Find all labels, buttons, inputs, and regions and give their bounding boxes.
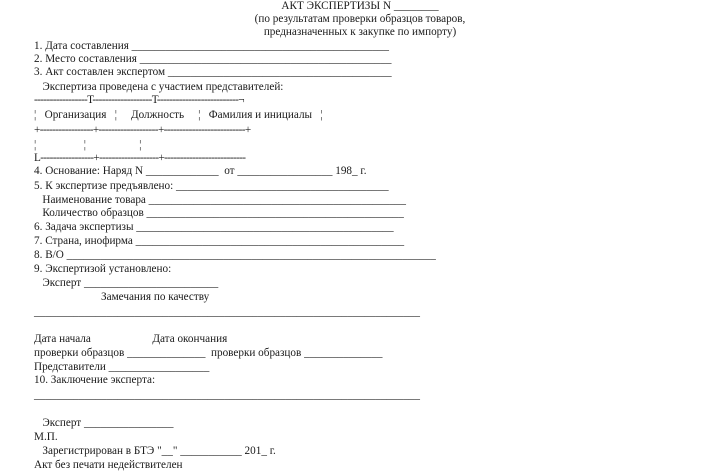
field-country: 7. Страна, инофирма ________________________________________________ — [34, 235, 405, 247]
table-separator: +-----------------+-------------------+--------------------------+ — [34, 124, 251, 136]
table-header-row: ¦ Организация ¦ Должность ¦ Фамилия и инициалы ¦ — [34, 109, 323, 121]
expert-signature: Эксперт ________________ — [34, 417, 174, 429]
field-representatives: Представители __________________ — [34, 361, 210, 373]
no-stamp-notice: Акт без печати недействителен — [34, 459, 183, 471]
conclusion-line: _____________________________________________________________________ — [34, 389, 420, 401]
field-product-name: Наименование товара ______________________________________________ — [34, 194, 406, 206]
field-expert: 3. Акт составлен экспертом ________________________________________ — [34, 66, 392, 78]
field-date: 1. Дата составления ______________________________________________ — [34, 40, 389, 52]
dates-values: проверки образцов ______________ проверки образцов ______________ — [34, 347, 383, 359]
table-empty-row: ¦ ¦ ¦ — [34, 139, 215, 151]
field-conclusion: 10. Заключение эксперта: — [34, 374, 156, 386]
field-established-expert: Эксперт ________________________ — [34, 277, 219, 289]
document-subtitle-1: (по результатам проверки образцов товаров, — [254, 13, 466, 25]
dates-labels: Дата начала Дата окончания — [34, 333, 228, 345]
document-subtitle-2: предназначенных к закупке по импорту) — [263, 26, 457, 38]
quality-remarks-label: Замечания по качеству — [101, 291, 210, 303]
table-top-border: -----------------T-------------------T--------------------------¬ — [34, 94, 244, 106]
field-established: 9. Экспертизой установлено: — [34, 263, 172, 275]
document-title: АКТ ЭКСПЕРТИЗЫ N ________ — [281, 0, 439, 12]
field-vo: 8. В/О __________________________________________________________________ — [34, 249, 436, 261]
participants-heading: Экспертиза проведена с участием представителей: — [34, 81, 284, 93]
quality-remarks-line: _____________________________________________________________________ — [34, 306, 420, 318]
field-place: 2. Место составления _____________________________________________ — [34, 53, 392, 65]
field-sample-count: Количество образцов ______________________________________________ — [34, 207, 404, 219]
field-basis: 4. Основание: Наряд N _____________ от _________________ 198_ г. — [34, 165, 367, 177]
registration-line: Зарегистрирован в БТЭ "__" ___________ 201_ г. — [34, 445, 276, 457]
field-presented: 5. К экспертизе предъявлено: ______________________________________ — [34, 180, 389, 192]
stamp-place: М.П. — [34, 431, 58, 443]
field-task: 6. Задача экспертизы ______________________________________________ — [34, 221, 394, 233]
table-bottom-border: L-----------------+-------------------+-------------------------- — [34, 152, 246, 164]
